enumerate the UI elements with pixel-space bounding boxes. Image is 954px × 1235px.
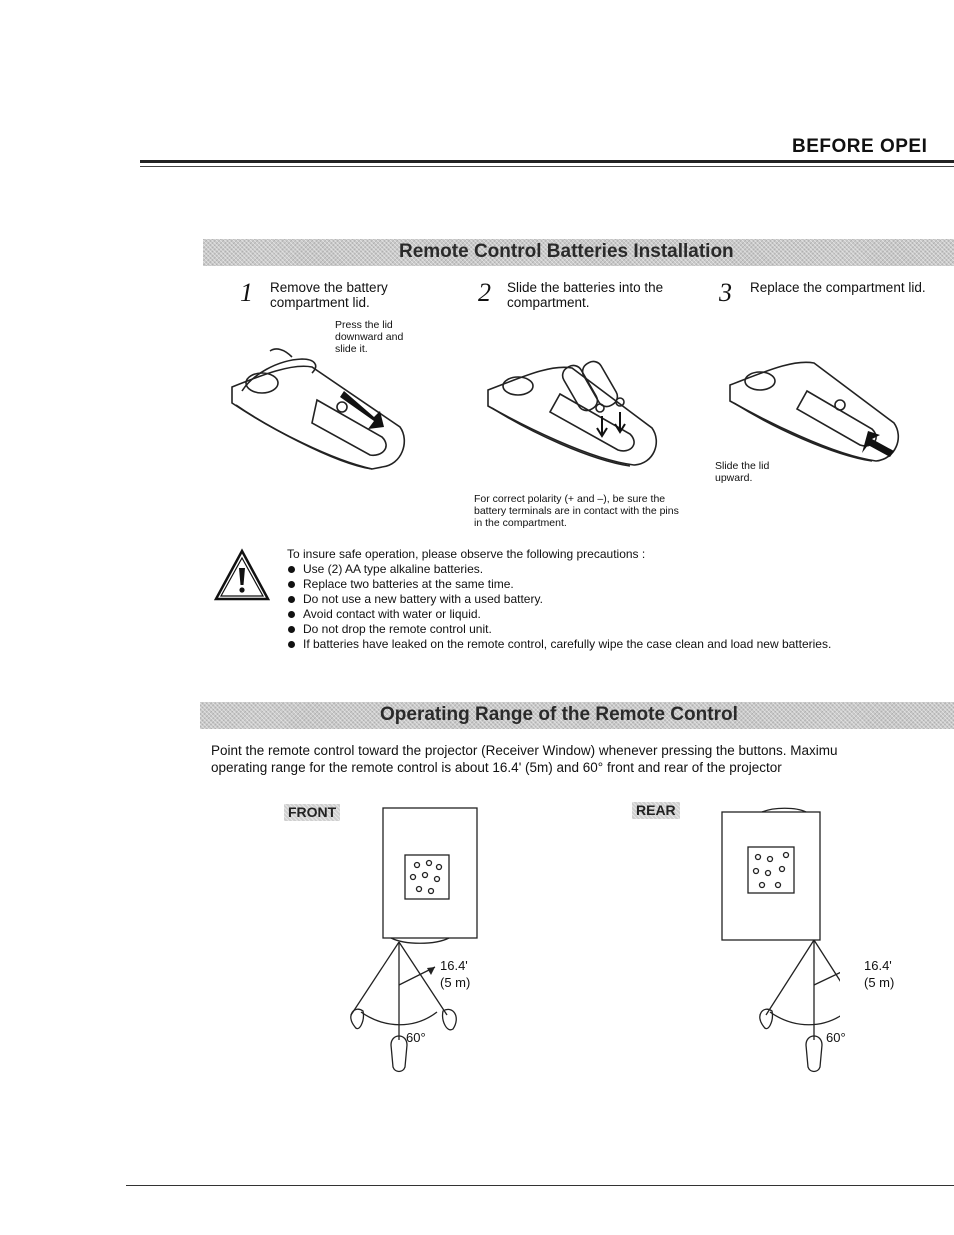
precaution-item: Use (2) AA type alkaline batteries. — [287, 562, 947, 577]
header-rule-thin — [140, 166, 954, 167]
range-paragraph-line2: operating range for the remote control is about 16.4' (5m) and 60° front and rear of the projector — [211, 760, 782, 775]
polarity-note: For correct polarity (+ and –), be sure the battery terminals are in contact with the pins in the compartment. — [474, 493, 679, 529]
step-2-number: 2 — [478, 278, 491, 307]
warning-triangle-icon — [213, 548, 271, 602]
front-distance-meters: (5 m) — [440, 975, 471, 990]
front-distance-feet: 16.4' — [440, 958, 468, 973]
remote-insert-batteries-illustration — [480, 350, 670, 470]
step-1-number: 1 — [240, 278, 253, 307]
precaution-item: Do not use a new battery with a used battery. — [287, 592, 947, 607]
precaution-item: Do not drop the remote control unit. — [287, 622, 947, 637]
header-rule — [140, 160, 954, 163]
step-3-number: 3 — [719, 278, 732, 307]
slide-up-note: Slide the lid upward. — [715, 460, 770, 484]
rear-distance-meters: (5 m) — [864, 975, 895, 990]
battery-section-title: Remote Control Batteries Installation — [399, 241, 734, 262]
precautions-intro: To insure safe operation, please observe the following precautions : — [287, 547, 646, 561]
front-label: FRONT — [284, 804, 340, 821]
remote-replace-lid-illustration — [722, 343, 912, 468]
range-paragraph-line1: Point the remote control toward the projector (Receiver Window) whenever pressing the buttons. Maximu — [211, 743, 838, 758]
step-3-text: Replace the compartment lid. — [750, 280, 926, 295]
precaution-item: If batteries have leaked on the remote control, carefully wipe the case clean and load new batteries. — [287, 637, 947, 652]
battery-section-banner — [203, 239, 954, 266]
rear-distance-feet: 16.4' — [864, 958, 892, 973]
rear-range-diagram — [670, 805, 840, 1075]
footer-rule — [126, 1185, 954, 1186]
step-1-text: Remove the battery compartment lid. — [270, 280, 388, 310]
rear-label: REAR — [632, 802, 680, 819]
precautions-block — [287, 547, 947, 652]
page-header-title: BEFORE OPEI — [792, 136, 928, 157]
press-lid-note: Press the lid downward and slide it. — [335, 319, 404, 355]
range-section-title: Operating Range of the Remote Control — [380, 704, 738, 725]
front-angle: 60° — [406, 1030, 426, 1045]
precaution-item: Avoid contact with water or liquid. — [287, 607, 947, 622]
step-2-text: Slide the batteries into the compartment. — [507, 280, 664, 310]
range-section-banner — [200, 702, 954, 729]
rear-angle: 60° — [826, 1030, 846, 1045]
remote-remove-lid-illustration — [222, 345, 412, 475]
precautions-list — [287, 562, 947, 652]
precaution-item: Replace two batteries at the same time. — [287, 577, 947, 592]
